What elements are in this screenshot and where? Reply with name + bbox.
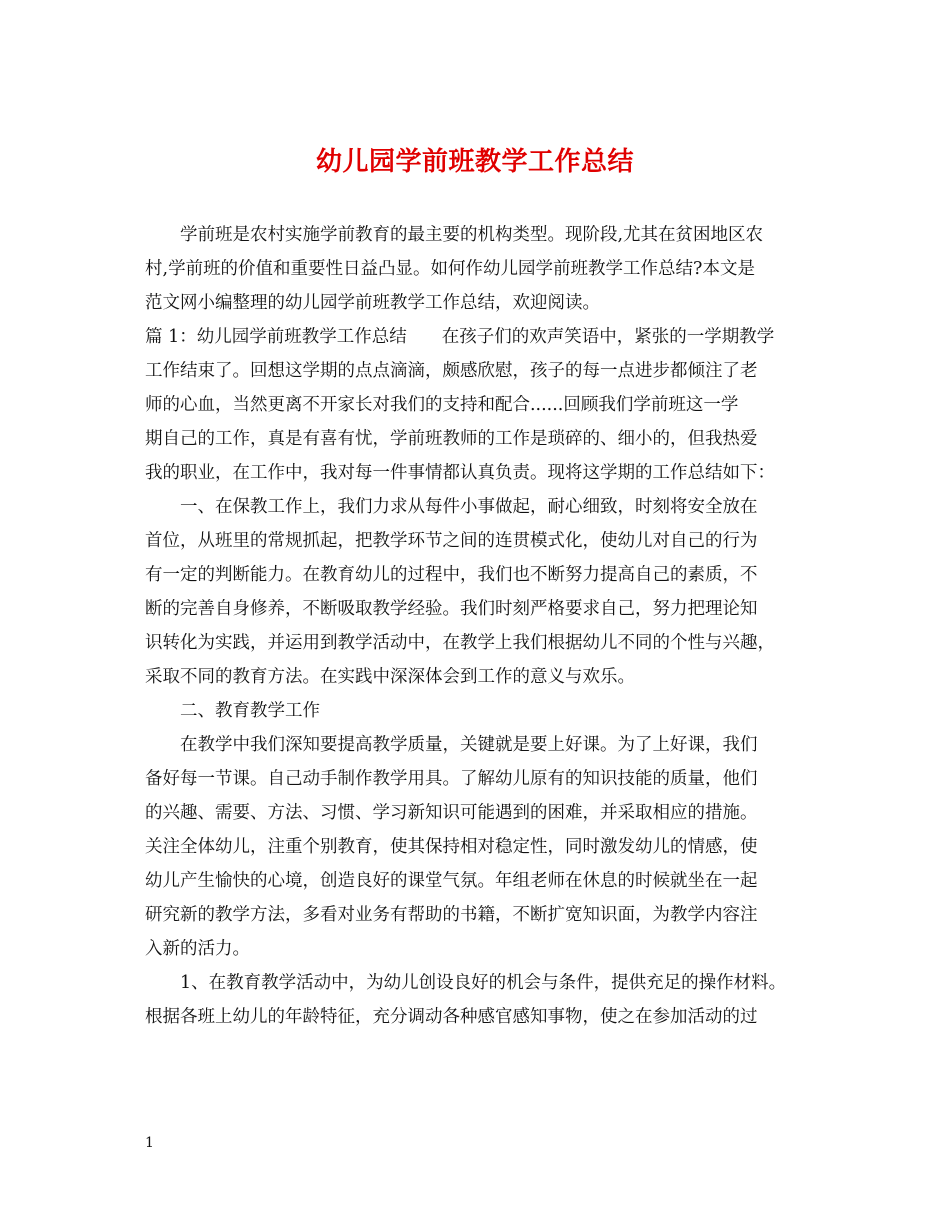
text-line: 1、在教育教学活动中，为幼儿创设良好的机会与条件，提供充足的操作材料。 [145,973,787,993]
text-line: 根据各班上幼儿的年龄特征，充分调动各种感官感知事物，使之在参加活动的过 [145,1007,758,1027]
page-number: 1 [145,1135,154,1151]
text-line: 断的完善自身修养，不断吸取教学经验。我们时刻严格要求自己，努力把理论知 [145,599,758,619]
text-line: 采取不同的教育方法。在实践中深深体会到工作的意义与欢乐。 [145,667,635,687]
document-body [145,218,825,1034]
document-title: 幼儿园学前班教学工作总结 [315,147,634,177]
text-line: 工作结束了。回想这学期的点点滴滴，颇感欣慰，孩子的每一点进步都倾注了老 [145,361,758,381]
text-line: 幼儿产生愉快的心境，创造良好的课堂气氛。年组老师在休息的时候就坐在一起 [145,871,758,891]
text-line: 二、教育教学工作 [145,701,320,721]
text-line: 一、在保教工作上，我们力求从每件小事做起，耐心细致，时刻将安全放在 [145,497,758,517]
text-line: 范文网小编整理的幼儿园学前班教学工作总结，欢迎阅读。 [145,293,600,313]
text-line: 篇 1：幼儿园学前班教学工作总结 在孩子们的欢声笑语中，紧张的一学期教学 [145,327,775,347]
text-line: 师的心血，当然更离不开家长对我们的支持和配合......回顾我们学前班这一学 [145,395,739,415]
text-line: 在教学中我们深知要提高教学质量，关键就是要上好课。为了上好课，我们 [145,735,758,755]
text-line: 入新的活力。 [145,939,250,959]
text-line: 识转化为实践，并运用到教学活动中，在教学上我们根据幼儿不同的个性与兴趣， [145,633,775,653]
text-line: 的兴趣、需要、方法、习惯、学习新知识可能遇到的困难，并采取相应的措施。 [145,803,758,823]
text-line: 有一定的判断能力。在教育幼儿的过程中，我们也不断努力提高自己的素质，不 [145,565,758,585]
text-line: 研究新的教学方法，多看对业务有帮助的书籍，不断扩宽知识面，为教学内容注 [145,905,758,925]
text-line: 备好每一节课。自己动手制作教学用具。了解幼儿原有的知识技能的质量，他们 [145,769,758,789]
text-line: 村,学前班的价值和重要性日益凸显。如何作幼儿园学前班教学工作总结?本文是 [145,259,755,279]
text-line: 期自己的工作，真是有喜有忧，学前班教师的工作是琐碎的、细小的，但我热爱 [145,429,758,449]
text-line: 学前班是农村实施学前教育的最主要的机构类型。现阶段,尤其在贫困地区农 [145,225,764,245]
text-line: 首位，从班里的常规抓起，把教学环节之间的连贯模式化，使幼儿对自己的行为 [145,531,758,551]
text-line: 关注全体幼儿，注重个别教育，使其保持相对稳定性，同时激发幼儿的情感，使 [145,837,758,857]
text-line: 我的职业，在工作中，我对每一件事情都认真负责。现将这学期的工作总结如下： [145,463,775,483]
